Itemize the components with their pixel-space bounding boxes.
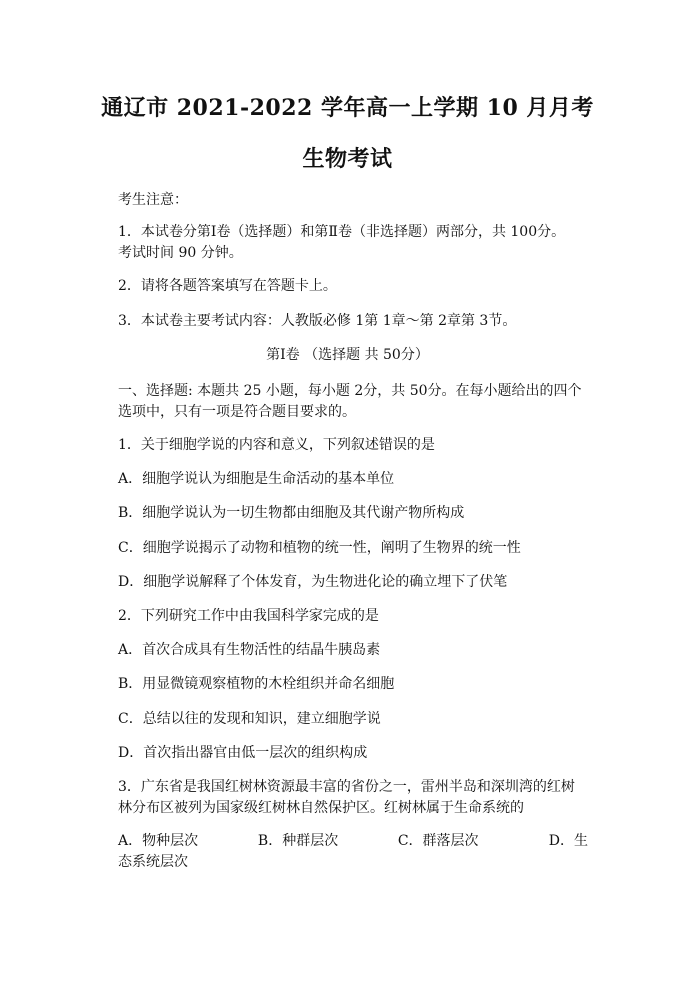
page-subtitle: 生物考试	[302, 146, 393, 172]
q3-stem-1: 3．广东省是我国红树林资源最丰富的省份之一，雷州半岛和深圳湾的红树	[118, 779, 575, 795]
notice-2: 2．请将各题答案填写在答题卡上。	[118, 278, 337, 294]
q3-option-b: B．种群层次	[257, 833, 339, 849]
q3-option-d: D．生	[548, 833, 588, 849]
q2-stem: 2．下列研究工作中由我国科学家完成的是	[118, 608, 379, 624]
q3-option-a: A．物种层次	[118, 833, 199, 849]
q1-option-a: A．细胞学说认为细胞是生命活动的基本单位	[118, 471, 395, 487]
q3-option-c: C．群落层次	[397, 833, 479, 849]
q1-option-b: B．细胞学说认为一切生物都由细胞及其代谢产物所构成	[118, 505, 465, 521]
q2-option-b: B．用显微镜观察植物的木栓组织并命名细胞	[118, 676, 395, 692]
q3-option-d-cont: 态系统层次	[118, 854, 188, 870]
notice-1-cont: 考试时间 90 分钟。	[118, 245, 243, 261]
section-intro-1: 一、选择题: 本题共 25 小题，每小题 2分，共 50分。在每小题给出的四个	[118, 383, 582, 399]
q2-option-c: C．总结以往的发现和知识，建立细胞学说	[118, 711, 381, 727]
q1-stem: 1．关于细胞学说的内容和意义，下列叙述错误的是	[118, 437, 435, 453]
section-intro-2: 选项中，只有一项是符合题目要求的。	[118, 404, 356, 420]
notice-1: 1．本试卷分第Ⅰ卷（选择题）和第Ⅱ卷（非选择题）两部分，共 100分。	[118, 224, 566, 240]
q2-option-d: D．首次指出器官由低一层次的组织构成	[118, 745, 368, 761]
q1-option-c: C．细胞学说揭示了动物和植物的统一性，阐明了生物界的统一性	[118, 540, 521, 556]
page-title: 通辽市 2021-2022 学年高一上学期 10 月月考	[101, 95, 594, 121]
q3-options	[118, 831, 588, 852]
notice-3: 3．本试卷主要考试内容：人教版必修 1第 1章～第 2章第 3节。	[118, 313, 517, 329]
q2-option-a: A．首次合成具有生物活性的结晶牛胰岛素	[118, 642, 381, 658]
part-heading: 第Ⅰ卷 （选择题 共 50分）	[266, 347, 429, 363]
q3-stem-2: 林分布区被列为国家级红树林自然保护区。红树林属于生命系统的	[118, 800, 524, 816]
notice-heading: 考生注意：	[118, 192, 188, 208]
q1-option-d: D．细胞学说解释了个体发育，为生物进化论的确立埋下了伏笔	[118, 574, 508, 590]
